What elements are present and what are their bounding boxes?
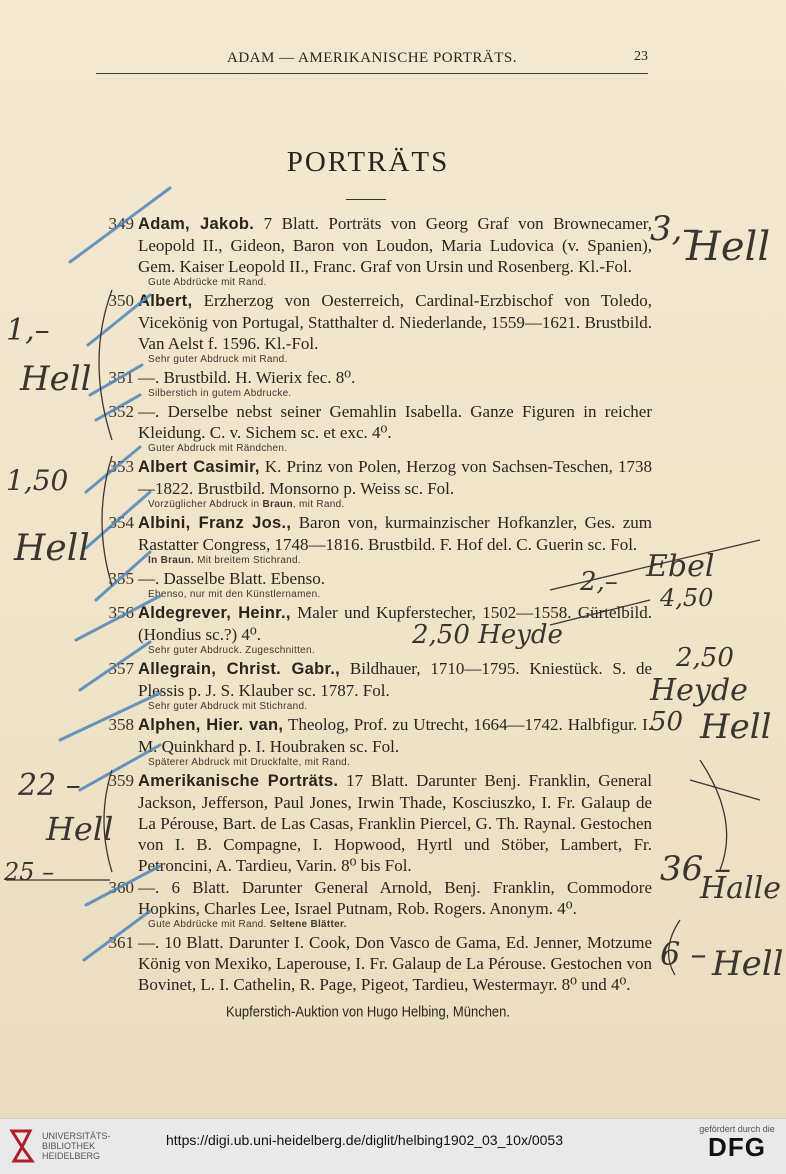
catalog-entry bbox=[90, 568, 652, 601]
catalog-entry bbox=[90, 401, 652, 455]
header-title: ADAM — AMERIKANISCHE PORTRÄTS. bbox=[227, 50, 517, 66]
entry-condition-note: Sehr guter Abdruck. Zugeschnitten. bbox=[148, 645, 315, 656]
entry-text: Bildhauer, 1710—1795. Kniestück. S. de Plessis p. J. S. Klauber sc. 1787. Fol. bbox=[138, 659, 652, 700]
dfg-wordmark: DFG bbox=[708, 1132, 766, 1162]
entry-number: 349 bbox=[108, 214, 134, 233]
entry-condition-note: Sehr guter Abdruck mit Stichrand. bbox=[148, 701, 308, 712]
hand-price-349: 3,– bbox=[650, 209, 700, 249]
entry-name: Allegrain, Christ. Gabr., bbox=[138, 660, 341, 678]
entry-condition-note bbox=[138, 499, 652, 511]
hand-buyer-350: Hell bbox=[20, 359, 92, 399]
note-text-end: , mit Rand. bbox=[292, 499, 345, 510]
running-header bbox=[96, 49, 648, 74]
entry-description bbox=[138, 367, 652, 388]
entry-number: 356 bbox=[108, 603, 134, 622]
catalog-entry bbox=[90, 512, 652, 567]
dfg-funding-logo[interactable] bbox=[698, 1124, 776, 1160]
library-name-line2: BIBLIOTHEK bbox=[42, 1141, 96, 1151]
hand-price-357: 2,50 bbox=[676, 643, 734, 673]
entry-description bbox=[138, 658, 652, 701]
hand-buyer-355: Ebel bbox=[646, 549, 715, 584]
entry-description bbox=[138, 714, 652, 757]
strike-359 bbox=[690, 780, 760, 800]
catalog-entry bbox=[90, 877, 652, 931]
entry-text: Erzherzog von Oesterreich, Cardinal-Erzbischof von Toledo, Vicekönig von Portugal, Statthalter d. Niederlande, 1559—1621. Brustbild. Van Aelst f. 1596. Kl.-Fol. bbox=[138, 291, 652, 353]
section-title: PORTRÄTS bbox=[286, 146, 450, 178]
entry-condition-note bbox=[138, 919, 652, 931]
hand-buyer-357: Heyde bbox=[650, 673, 748, 708]
entry-text: Maler und Kupferstecher, 1502—1558. Gürtelbild. (Hondius sc.?) 4⁰. bbox=[138, 603, 652, 644]
entry-name: Alphen, Hier. van, bbox=[138, 716, 284, 734]
entry-description bbox=[138, 213, 652, 277]
entry-condition-note: Ebenso, nur mit den Künstlernamen. bbox=[148, 589, 321, 600]
hand-bid-360: 36 – bbox=[660, 849, 732, 889]
catalog-entry bbox=[90, 456, 652, 511]
entry-description bbox=[138, 401, 652, 443]
library-name-line1: UNIVERSITÄTS- bbox=[42, 1131, 111, 1141]
library-name[interactable] bbox=[42, 1131, 111, 1161]
entry-condition-note: Sehr guter Abdruck mit Rand. bbox=[148, 354, 288, 365]
hand-price-359: 22 – bbox=[18, 768, 81, 803]
note-emphasis: Seltene Blätter. bbox=[269, 919, 347, 930]
hand-buyer-358: Hell bbox=[700, 707, 772, 747]
entry-condition-note: Guter Abdruck mit Rändchen. bbox=[148, 443, 288, 454]
page-number: 23 bbox=[634, 49, 648, 64]
hand-price-353: 1,50 bbox=[6, 464, 69, 497]
entry-text: —. Dasselbe Blatt. Ebenso. bbox=[138, 569, 325, 588]
entry-number: 355 bbox=[108, 569, 134, 588]
entry-number: 350 bbox=[108, 291, 134, 310]
entry-condition-note bbox=[138, 555, 652, 567]
entry-name: Adam, Jakob. bbox=[138, 215, 255, 233]
note-text: Gute Abdrücke mit Rand. bbox=[148, 919, 270, 930]
entry-text: Theolog, Prof. zu Utrecht, 1664—1742. Halbfigur. I. M. Quinkhard p. I. Houbraken sc. Fol. bbox=[138, 715, 652, 756]
hand-price-360: 25 – bbox=[4, 858, 55, 886]
entry-number: 357 bbox=[108, 659, 134, 678]
entry-condition-note: Späterer Abdruck mit Druckfalte, mit Rand. bbox=[148, 757, 351, 768]
entry-condition-note: Silberstich in gutem Abdrucke. bbox=[148, 388, 292, 399]
hand-buyer-356: 2,50 Heyde bbox=[412, 620, 563, 650]
entry-number: 359 bbox=[108, 771, 134, 790]
entry-number: 360 bbox=[108, 878, 134, 897]
entry-number: 358 bbox=[108, 715, 134, 734]
entry-number: 351 bbox=[108, 368, 134, 387]
entry-text: —. 6 Blatt. Darunter General Arnold, Benj. Franklin, Commodore Hopkins, Charles Lee, Israel Putnam, Rob. Rogers. Anonym. 4⁰. bbox=[138, 878, 652, 918]
entry-name: Albert Casimir, bbox=[138, 458, 260, 476]
entry-number: 354 bbox=[108, 513, 134, 532]
entry-description bbox=[138, 512, 652, 555]
note-emphasis: Braun bbox=[262, 499, 293, 510]
hand-price-356: 4,50 bbox=[660, 584, 714, 612]
entry-list bbox=[90, 213, 652, 996]
permalink-url[interactable]: https://digi.ub.uni-heidelberg.de/diglit/helbing1902_03_10x/0053 bbox=[166, 1132, 563, 1148]
entry-text: —. Derselbe nebst seiner Gemahlin Isabella. Ganze Figuren in reicher Kleidung. C. v. Sichem sc. et exc. 4⁰. bbox=[138, 402, 652, 442]
catalog-entry bbox=[90, 290, 652, 366]
entry-description bbox=[138, 290, 652, 354]
note-text-end: Mit breitem Stichrand. bbox=[194, 555, 301, 566]
university-library-logo-icon[interactable] bbox=[8, 1127, 36, 1165]
catalog-entry bbox=[90, 213, 652, 289]
funded-by-label: gefördert durch die bbox=[699, 1124, 775, 1134]
hand-price-350: 1,– bbox=[6, 313, 50, 348]
catalog-entry bbox=[90, 602, 652, 657]
entry-description bbox=[138, 932, 652, 995]
entry-text: —. 10 Blatt. Darunter I. Cook, Don Vasco de Gama, Ed. Jenner, Motzume König von Mexiko, Laperouse, I. Fr. Galaup de La Pérouse. Gestochen von Bovinet, L. I. Cathelin, R. Page, Pigeot, Tardieu, Westermayr. 8⁰ und 4⁰. bbox=[138, 933, 652, 994]
hand-price-358: 50 bbox=[650, 707, 684, 737]
hand-buyer-361: Hell bbox=[712, 944, 784, 984]
entry-text: 7 Blatt. Porträts von Georg Graf von Brownecamer, Leopold II., Gideon, Baron von Loudon, Maria Ludovica (v. Spanien), Gem. Kaiser Leopold II., Franc. Graf von Ursin und Rosenberg. Kl.-Fol. bbox=[138, 214, 653, 276]
entry-description bbox=[138, 568, 652, 589]
hand-buyer-359: Hell bbox=[46, 810, 114, 848]
hand-price-361: 6 – bbox=[660, 935, 707, 973]
entry-number: 353 bbox=[108, 457, 134, 476]
catalog-entry bbox=[90, 658, 652, 713]
entry-description bbox=[138, 770, 652, 876]
entry-name: Albini, Franz Jos., bbox=[138, 514, 292, 532]
catalog-entry bbox=[90, 714, 652, 769]
hand-buyer-360: Halle bbox=[700, 871, 781, 906]
entry-description bbox=[138, 602, 652, 645]
catalog-entry bbox=[90, 367, 652, 400]
note-text: Vorzüglicher Abdruck in bbox=[148, 499, 263, 510]
entry-description bbox=[138, 877, 652, 919]
catalog-entry bbox=[90, 770, 652, 876]
entry-number: 361 bbox=[108, 933, 134, 952]
entry-name: Albert, bbox=[138, 292, 193, 310]
library-name-line3: HEIDELBERG bbox=[42, 1151, 101, 1161]
entry-description bbox=[138, 456, 652, 499]
auction-footer: Kupferstich-Auktion von Hugo Helbing, München. bbox=[226, 1003, 510, 1020]
bracket-right-359 bbox=[700, 760, 727, 870]
hand-buyer-353: Hell bbox=[14, 528, 90, 569]
hand-buyer-349: Hell bbox=[686, 224, 771, 270]
title-rule bbox=[346, 199, 386, 200]
entry-text: Baron von, kurmainzischer Hofkanzler, Ges. zum Rastatter Congress, 1748—1816. Brustbild. F. Hof del. C. Guerin sc. Fol. bbox=[138, 513, 652, 554]
viewer-bottom-bar bbox=[0, 1118, 786, 1174]
note-emphasis: In Braun. bbox=[148, 555, 195, 566]
entry-text: K. Prinz von Polen, Herzog von Sachsen-Teschen, 1738—1822. Brustbild. Monsorno p. Weiss sc. Fol. bbox=[138, 457, 653, 498]
bracket-right-361 bbox=[669, 920, 680, 975]
entry-name: Aldegrever, Heinr., bbox=[138, 604, 291, 622]
catalog-entry bbox=[90, 932, 652, 995]
entry-number: 352 bbox=[108, 402, 134, 421]
hand-price-355: 2,– bbox=[580, 567, 618, 597]
entry-text: —. Brustbild. H. Wierix fec. 8⁰. bbox=[138, 368, 356, 387]
entry-text: 17 Blatt. Darunter Benj. Franklin, General Jackson, Jefferson, Paul Jones, Irwin Thade, Kosciuszko, I. Fr. Galaup de La Pérouse, Bart. de Las Casas, Franklin Piercel, G. Th. Raynal. Gestochen von I. B. Compagne, I. Hopwood, Hyrtl und Stöber, Lambert, Fr. Petroncini, A. Tardieu, Varin. 8⁰ bis Fol. bbox=[138, 771, 652, 875]
entry-condition-note: Gute Abdrücke mit Rand. bbox=[148, 277, 267, 288]
entry-name: Amerikanische Porträts. bbox=[138, 772, 339, 790]
